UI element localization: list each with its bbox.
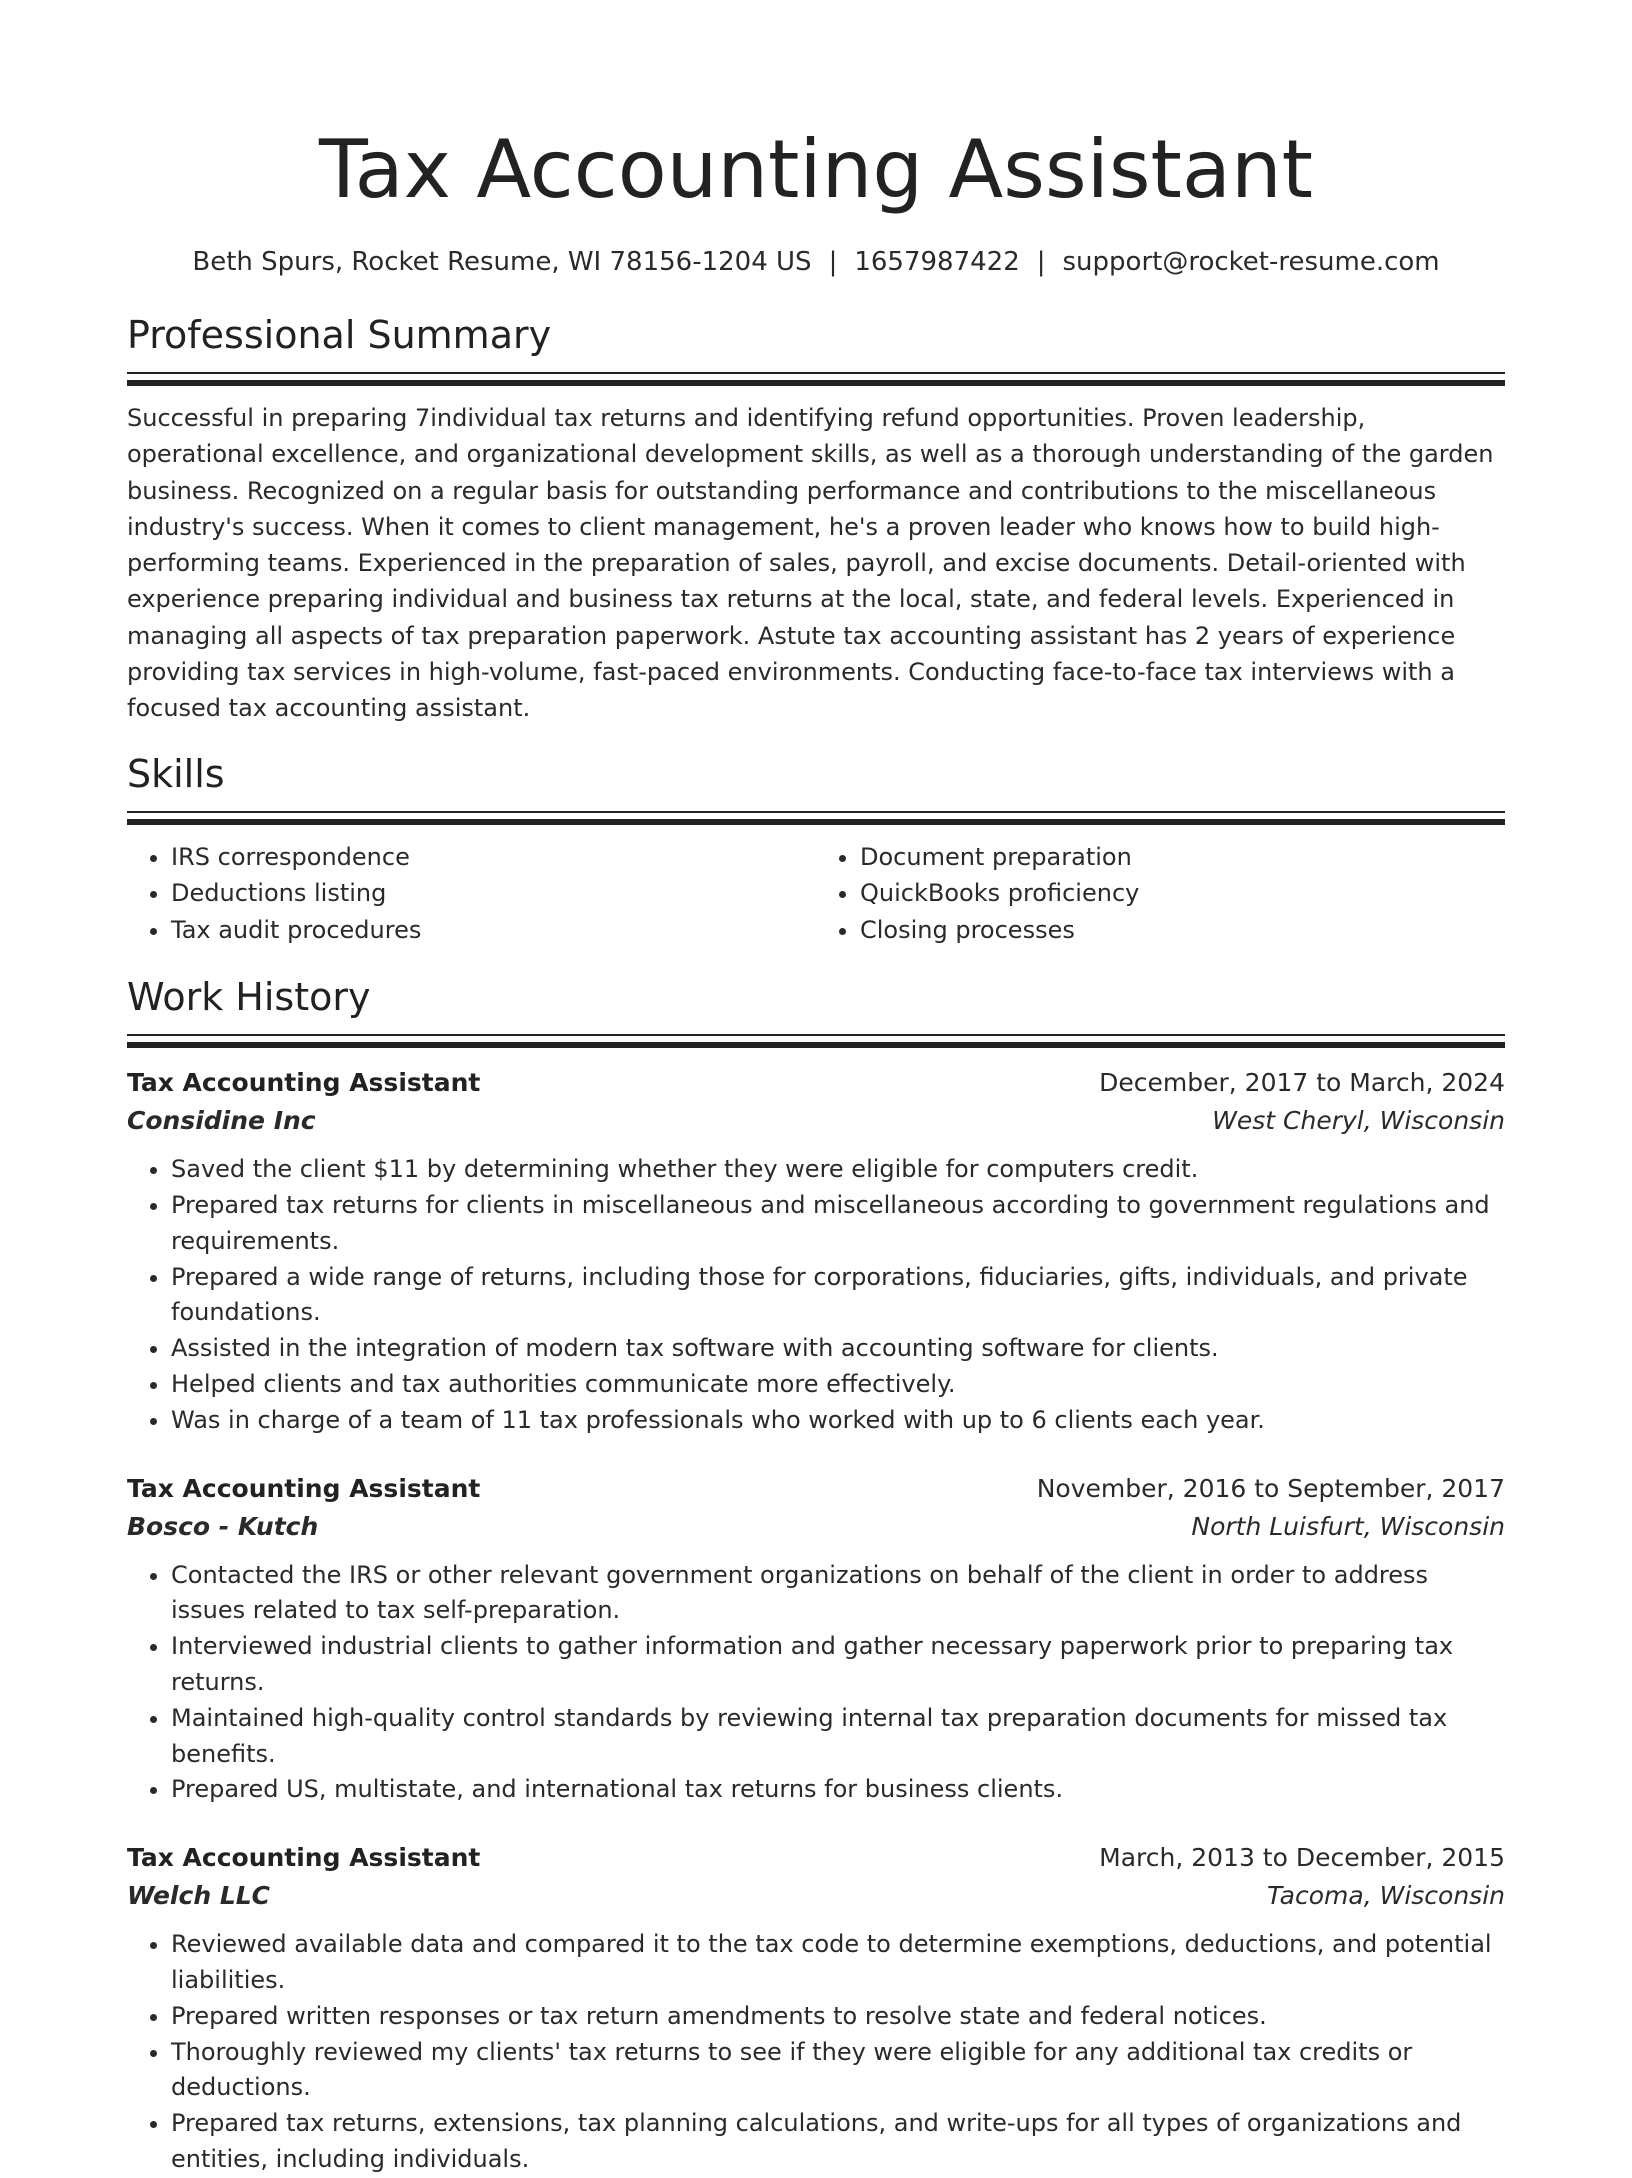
summary-text: Successful in preparing 7individual tax returns and identifying refund opportunities. Proven leadership, operational excellence, and organizational development skills, as well as a thorough understanding of the garden business. Recognized on a regular basis for outstanding performance and contributions to the miscellaneous industry's success. When it comes to client management, he's a proven leader who knows how to build high-performing teams. Experienced in the preparation of sales, payroll, and excise documents. Detail-oriented with experience preparing individual and business tax returns at the local, state, and federal levels. Experienced in managing all aspects of tax preparation paperwork. Astute tax accounting assistant has 2 years of experience providing tax services in high-volume, fast-paced environments. Conducting face-to-face tax interviews with a focused tax accounting assistant. (127, 404, 1494, 723)
skills-list-right (816, 839, 1505, 949)
job-bullet-list (127, 1927, 1505, 2178)
contact-separator: | (1036, 247, 1046, 277)
skill-item: • QuickBooks proficiency (860, 875, 1505, 912)
job-title: Tax Accounting Assistant (127, 1068, 481, 1098)
job-location: North Luisfurt, Wisconsin (1191, 1511, 1505, 1541)
summary-heading: Professional Summary (127, 313, 552, 357)
section-divider (127, 1034, 1505, 1048)
skill-item: • Deductions listing (171, 875, 816, 912)
job-entry (127, 1064, 1505, 1438)
job-bullet-list (127, 1558, 1505, 1809)
work-section (127, 972, 1505, 2178)
contact-address: Beth Spurs, Rocket Resume, WI 78156-1204 US (192, 247, 812, 277)
job-bullet: • Helped clients and tax authorities communicate more effectively. (171, 1367, 1505, 1403)
skill-item: • Document preparation (860, 839, 1505, 876)
job-header (127, 1064, 1505, 1102)
resume-title: Tax Accounting Assistant (318, 123, 1314, 216)
job-header (127, 1470, 1505, 1508)
skills-section (127, 749, 1505, 949)
job-bullet: • Assisted in the integration of modern tax software with accounting software for clients. (171, 1331, 1505, 1367)
job-bullet: • Prepared US, multistate, and international tax returns for business clients. (171, 1772, 1505, 1808)
work-heading: Work History (127, 975, 371, 1020)
skill-item: • Tax audit procedures (171, 912, 816, 949)
job-company: Welch LLC (127, 1881, 271, 1911)
job-bullet: • Prepared tax returns for clients in miscellaneous and miscellaneous according to government regulations and requirements. (171, 1188, 1505, 1260)
job-dates: March, 2013 to December, 2015 (1099, 1843, 1505, 1873)
job-bullet: • Was in charge of a team of 11 tax professionals who worked with up to 6 clients each year. (171, 1403, 1505, 1439)
summary-section (127, 310, 1505, 727)
job-subheader (127, 1877, 1505, 1915)
job-bullet: • Contacted the IRS or other relevant government organizations on behalf of the client in order to address issues related to tax self-preparation. (171, 1558, 1505, 1630)
skill-item: • Closing processes (860, 912, 1505, 949)
section-divider (127, 372, 1505, 386)
skills-columns (127, 839, 1505, 949)
contact-line (127, 244, 1505, 280)
job-entry (127, 1470, 1505, 1809)
job-bullet: • Thoroughly reviewed my clients' tax returns to see if they were eligible for any additional tax credits or deductions. (171, 2035, 1505, 2107)
job-bullet: • Prepared tax returns, extensions, tax planning calculations, and write-ups for all types of organizations and entities, including individuals. (171, 2106, 1505, 2178)
skills-list-left (127, 839, 816, 949)
section-divider (127, 811, 1505, 825)
job-location: West Cheryl, Wisconsin (1212, 1106, 1505, 1136)
job-bullet: • Maintained high-quality control standards by reviewing internal tax preparation documents for missed tax benefits. (171, 1701, 1505, 1773)
job-bullet: • Saved the client $11 by determining whether they were eligible for computers credit. (171, 1152, 1505, 1188)
contact-email[interactable]: support@rocket-resume.com (1062, 247, 1440, 277)
job-header (127, 1839, 1505, 1877)
job-company: Considine Inc (127, 1106, 316, 1136)
job-bullet: • Reviewed available data and compared it to the tax code to determine exemptions, deductions, and potential liabilities. (171, 1927, 1505, 1999)
job-title: Tax Accounting Assistant (127, 1473, 481, 1503)
job-bullet-list (127, 1152, 1505, 1438)
job-bullet: • Interviewed industrial clients to gather information and gather necessary paperwork prior to preparing tax returns. (171, 1629, 1505, 1701)
contact-separator: | (828, 247, 838, 277)
job-location: Tacoma, Wisconsin (1267, 1881, 1505, 1911)
skill-item: • IRS correspondence (171, 839, 816, 876)
skills-heading: Skills (127, 751, 225, 796)
job-dates: November, 2016 to September, 2017 (1036, 1473, 1505, 1503)
job-subheader (127, 1508, 1505, 1546)
contact-phone: 1657987422 (854, 247, 1020, 277)
job-entry (127, 1839, 1505, 2178)
job-bullet: • Prepared a wide range of returns, including those for corporations, fiduciaries, gifts, individuals, and private foundations. (171, 1260, 1505, 1332)
job-subheader (127, 1102, 1505, 1140)
job-dates: December, 2017 to March, 2024 (1099, 1068, 1505, 1098)
job-company: Bosco - Kutch (127, 1511, 319, 1541)
job-bullet: • Prepared written responses or tax return amendments to resolve state and federal notices. (171, 1999, 1505, 2035)
job-title: Tax Accounting Assistant (127, 1843, 481, 1873)
